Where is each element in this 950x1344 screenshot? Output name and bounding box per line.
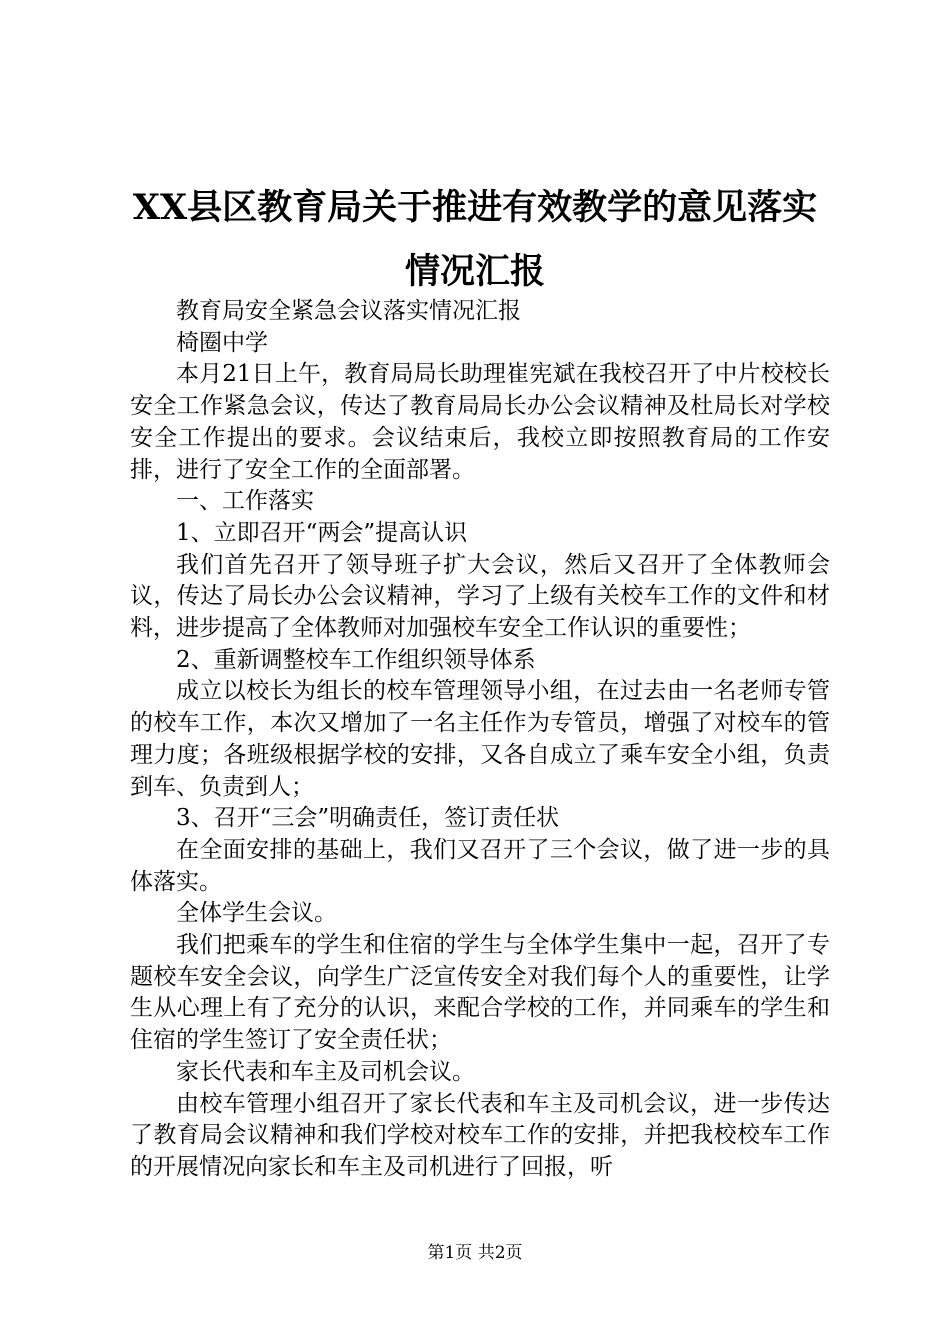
- subsection-heading: 3、召开“三会”明确责任，签订责任状: [176, 805, 560, 832]
- subsection-heading: 2、重新调整校车工作组织领导体系: [176, 646, 536, 673]
- paragraph-subtitle: 教育局安全紧急会议落实情况汇报: [176, 298, 521, 324]
- item-heading: 全体学生会议。: [176, 900, 337, 927]
- paragraph: 我们把乘车的学生和住宿的学生与全体学生集中一起，召开了专题校车安全会议，向学生广泛宣传安全对我们每个人的重要性，让学生从心理上有了充分的认识，来配合学校的工作，并同乘车的学生和住宿的学生签订了安全责任状；: [130, 932, 830, 1054]
- item-heading: 家长代表和车主及司机会议。: [176, 1058, 475, 1085]
- paragraph: 我们首先召开了领导班子扩大会议，然后又召开了全体教师会议，传达了局长办公会议精神，学习了上级有关校车工作的文件和材料，进步提高了全体教师对加强校车安全工作认识的重要性；: [130, 551, 830, 642]
- paragraph: 本月21日上午，教育局局长助理崔宪斌在我校召开了中片校校长安全工作紧急会议，传达了教育局局长办公会议精神及杜局长对学校安全工作提出的要求。会议结束后，我校立即按照教育局的工作安排，进行了安全工作的全面部署。: [130, 361, 830, 483]
- page-footer: 第1页 共2页: [427, 1243, 523, 1263]
- subsection-heading: 1、立即召开“两会”提高认识: [176, 519, 468, 546]
- paragraph: 成立以校长为组长的校车管理领导小组，在过去由一名老师专管的校车工作，本次又增加了一名主任作为专管员，增强了对校车的管理力度；各班级根据学校的安排，又各自成立了乘车安全小组，负责到车、负责到人；: [130, 678, 830, 800]
- document-body: [130, 296, 830, 1184]
- document-title-line-2: 情况汇报: [404, 251, 545, 292]
- document-title-line-1: XX县区教育局关于推进有效教学的意见落实: [132, 187, 818, 228]
- paragraph-school: 椅圈中学: [176, 329, 268, 356]
- paragraph: 由校车管理小组召开了家长代表和车主及司机会议，进一步传达了教育局会议精神和我们学校对校车工作的安排，并把我校校车工作的开展情况向家长和车主及司机进行了回报，听: [130, 1090, 830, 1180]
- paragraph: 在全面安排的基础上，我们又召开了三个会议，做了进一步的具体落实。: [130, 836, 830, 895]
- section-heading: 一、工作落实: [176, 488, 314, 515]
